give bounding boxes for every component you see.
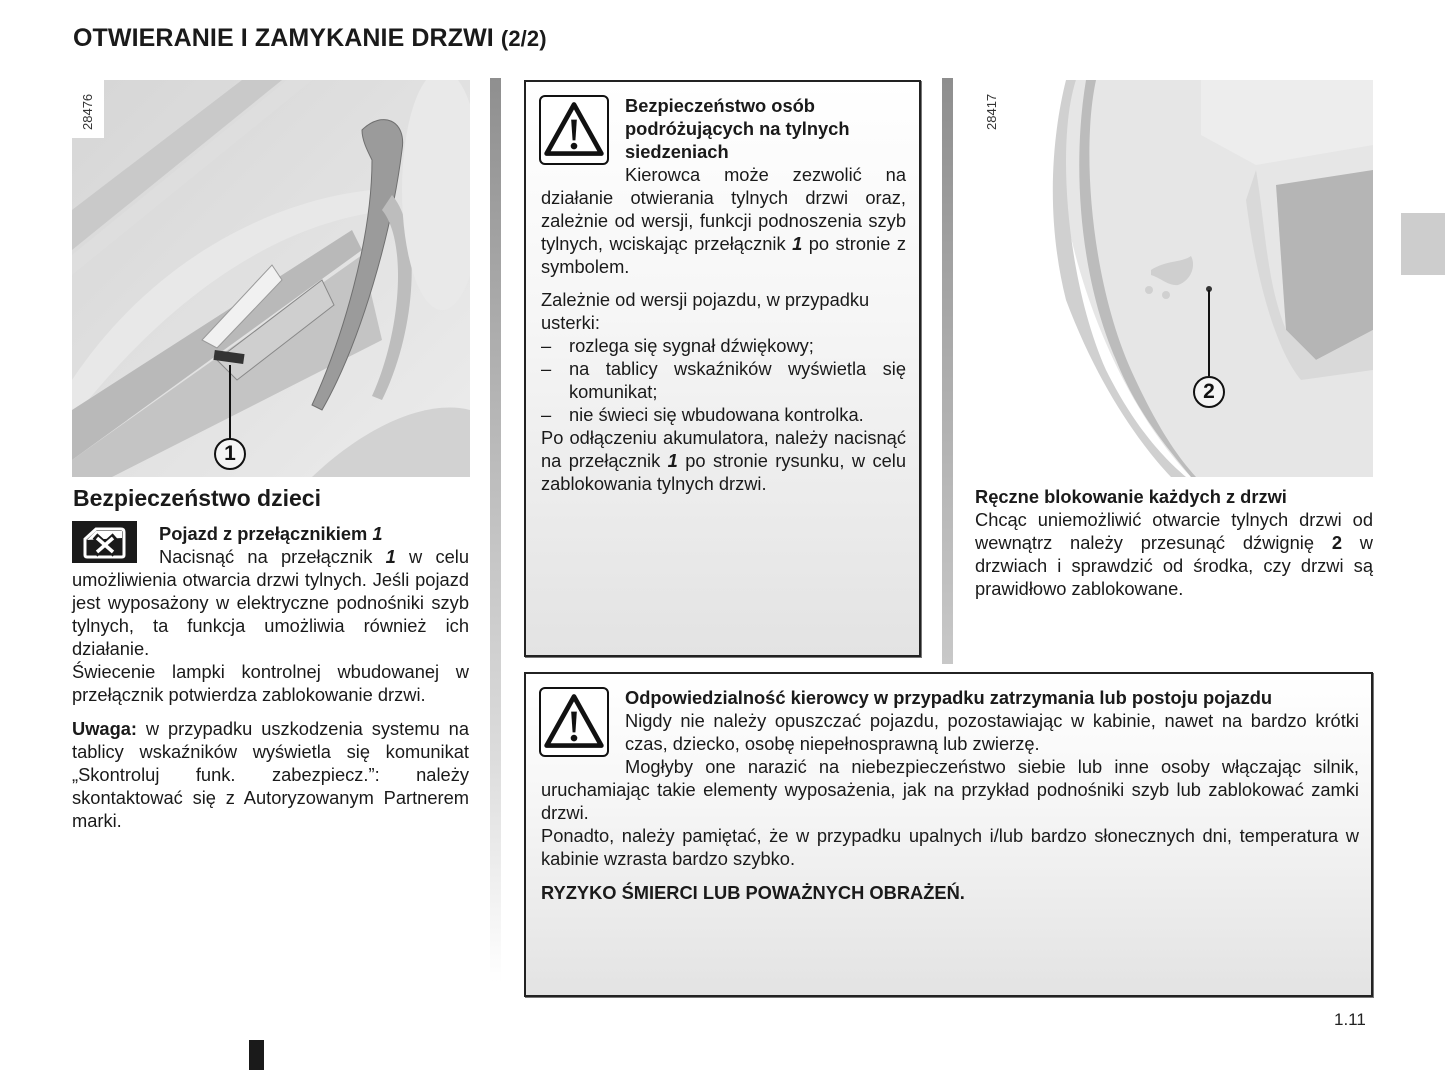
- page-title: [73, 24, 547, 53]
- paragraph-battery-disconnect: Po odłączeniu akumulatora, należy nacisnąć na przełącznik 1 po stronie rysunku, w celu zablokowania tylnych drzwi.: [541, 427, 906, 494]
- note-label: Uwaga:: [72, 718, 138, 739]
- door-edge-illustration: [956, 80, 1373, 477]
- chapter-tab-marker: [1401, 213, 1445, 275]
- callout-leader-line: [229, 365, 231, 440]
- warning-box-rear-passengers: [524, 80, 921, 657]
- warning-box-driver-responsibility: [524, 672, 1373, 997]
- note-paragraph: Uwaga: w przypadku uszkodzenia systemu na tablicy wskaźników wyświetla się komunikat „Skontroluj funk. zabezpiecz.”: należy skontaktować się z Autoryzowanym Partnerem marki.: [72, 718, 469, 831]
- callout-leader-line: [1208, 290, 1210, 376]
- child-safety-text: [72, 522, 469, 832]
- subheading-switch: Pojazd z przełącznikiem 1: [159, 523, 383, 544]
- figure-door-switch: [72, 80, 470, 477]
- warning-title: Odpowiedzialność kierowcy w przypadku zatrzymania lub postoju pojazdu: [625, 687, 1273, 708]
- section-heading-manual-lock: Ręczne blokowanie każdych z drzwi: [975, 486, 1287, 507]
- figure-ref-number: 28476: [80, 93, 95, 130]
- paragraph-driver-permission: Kierowca może zezwolić na działanie otwierania tylnych drzwi oraz, zależnie od wersji, funkcji podnoszenia szyb tylnych, wciskając przełącznik 1 po stronie z symbolem.: [541, 164, 906, 277]
- figure-door-lever: [956, 80, 1373, 477]
- page-title-suffix: (2/2): [500, 26, 547, 51]
- callout-1: 1: [214, 438, 246, 470]
- figure-ref-number: 28417: [984, 93, 999, 130]
- callout-2: 2: [1193, 376, 1225, 408]
- page-number: 1.11: [1334, 1010, 1366, 1029]
- paragraph-never-leave: Nigdy nie należy opuszczać pojazdu, pozostawiając w kabinie, nawet na bardzo krótki czas, dziecko, osobę niepełnosprawną lub zwierzę.: [625, 710, 1359, 754]
- paragraph-fault: Zależnie od wersji pojazdu, w przypadku usterki:: [541, 289, 870, 333]
- column-divider-right: [942, 78, 953, 664]
- section-heading-child-safety: Bezpieczeństwo dzieci: [73, 485, 321, 511]
- print-crop-mark: [249, 1040, 264, 1070]
- column-divider-left: [490, 78, 501, 983]
- fault-bullet: – na tablicy wskaźników wyświetla się komunikat;: [541, 358, 906, 402]
- paragraph-manual-lock: Chcąc uniemożliwić otwarcie tylnych drzwi od wewnątrz należy przesunąć dźwignię 2 w drzwiach i sprawdzić od środka, czy drzwi są prawidłowo zablokowane.: [975, 509, 1374, 599]
- fault-bullet: – nie świeci się wbudowana kontrolka.: [541, 404, 864, 425]
- page-title-text: OTWIERANIE I ZAMYKANIE DRZWI: [73, 24, 494, 52]
- paragraph-indicator-lamp: Świecenie lampki kontrolnej wbudowanej w przełącznik potwierdza zablokowanie drzwi.: [72, 661, 469, 705]
- driver-responsibility-text: [541, 686, 1359, 904]
- paragraph-heat: Ponadto, należy pamiętać, że w przypadku upalnych i/lub bardzo słonecznych dni, temperatura w kabinie wzrasta bardzo szybko.: [541, 825, 1359, 869]
- warning-title: Bezpieczeństwo osób podróżujących na tylnych siedzeniach: [625, 95, 850, 162]
- paragraph-switch-usage: Nacisnąć na przełącznik 1 w celu umożliwienia otwarcia drzwi tylnych. Jeśli pojazd jest wyposażony w elektryczne podnośniki szyb tylnych, ta funkcja umożliwia również ich działanie.: [72, 546, 469, 659]
- fault-bullet: – rozlega się sygnał dźwiękowy;: [541, 335, 814, 356]
- danger-statement: RYZYKO ŚMIERCI LUB POWAŻNYCH OBRAŻEŃ.: [541, 882, 965, 903]
- door-interior-illustration: [72, 80, 470, 477]
- paragraph-danger-equipment: Mogłyby one narazić na niebezpieczeństwo siebie lub inne osoby włączając silnik, uruchamiając takie elementy wyposażenia, jak na przykład podnośniki szyb lub zablokować zamki drzwi.: [541, 756, 1359, 823]
- manual-lock-section: [975, 485, 1373, 600]
- rear-passengers-text: [541, 94, 906, 495]
